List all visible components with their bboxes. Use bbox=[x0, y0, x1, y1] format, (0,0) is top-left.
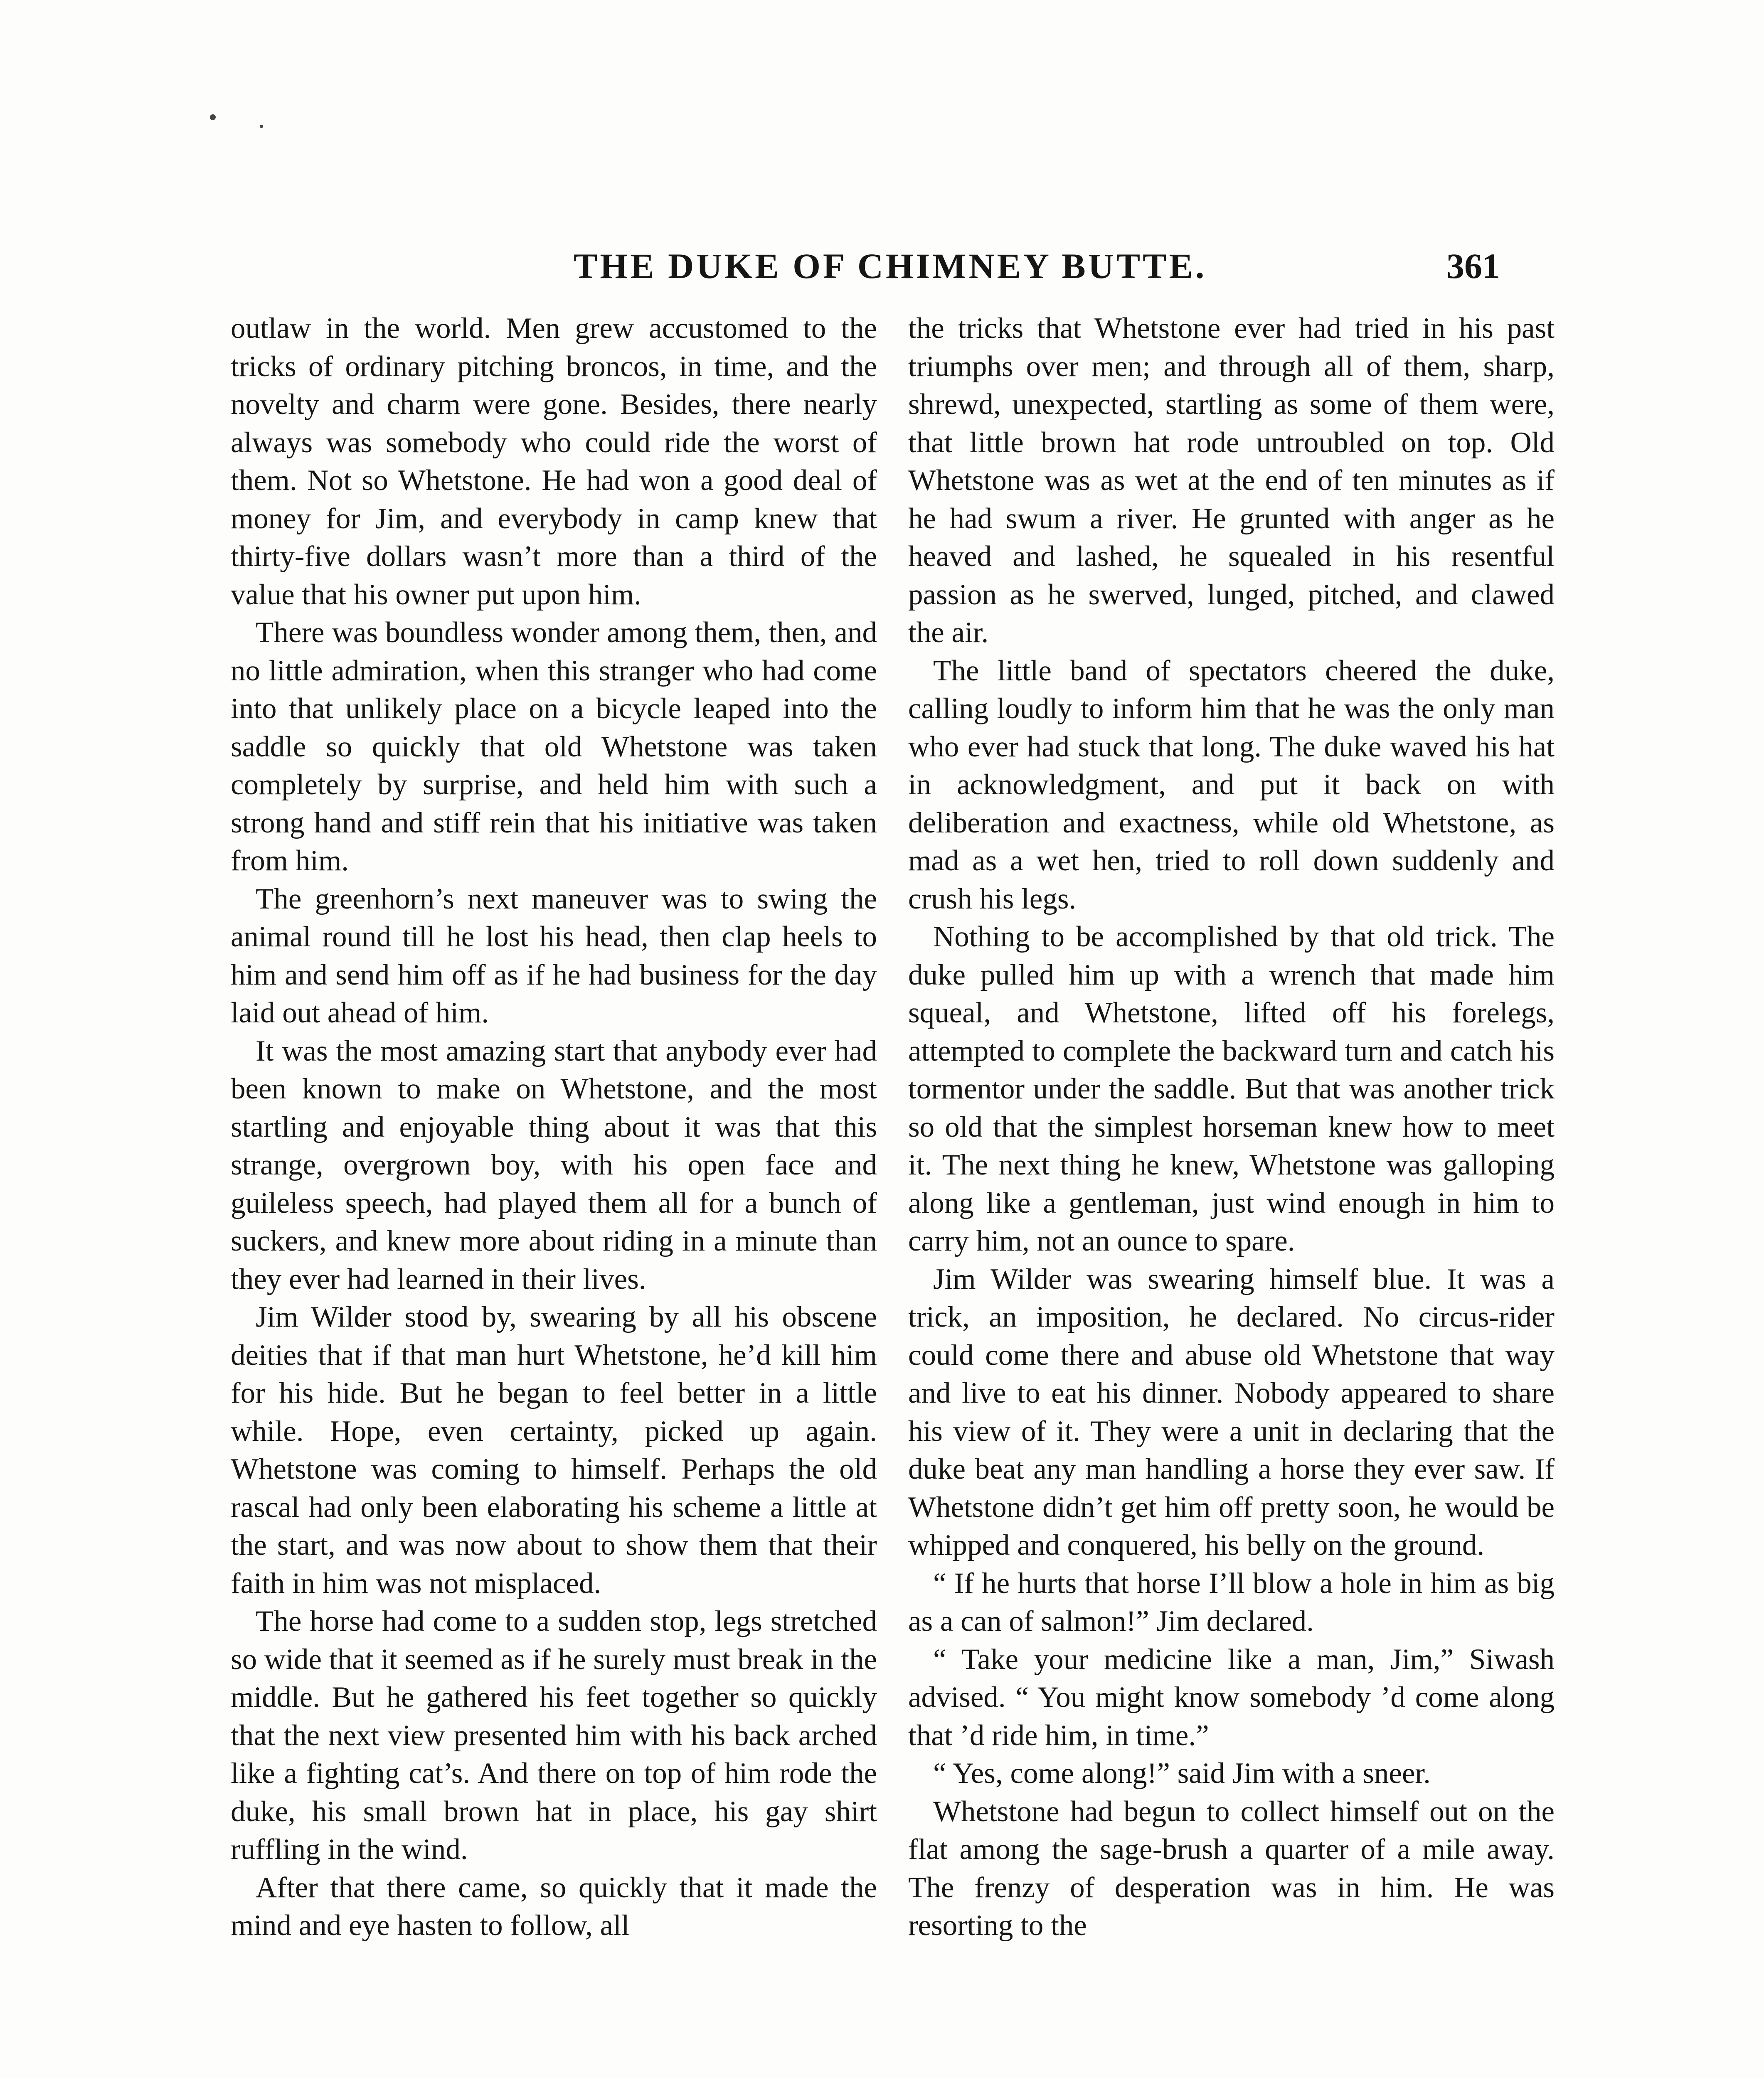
paragraph: There was boundless wonder among them, then, and no little admiration, when this stranger who had come into that unlikely place on a bicycle leaped into the saddle so quickly that old Whetstone was taken completely by surprise, and held him with such a strong hand and stiff rein that his initiative was taken from him. bbox=[231, 616, 877, 877]
paragraph: outlaw in the world. Men grew accustomed to the tricks of ordinary pitching broncos, in time, and the novelty and charm were gone. Besides, there nearly always was somebody who could ride the worst of them. Not so Whetstone. He had won a good deal of money for Jim, and everybody in camp knew that thirty-five dollars wasn’t more than a third of the value that his owner put upon him. bbox=[231, 312, 877, 611]
paragraph: Whetstone had begun to collect himself out on the flat among the sage-brush a quarter of a mile away. The frenzy of desperation was in him. He was resorting to the bbox=[908, 1795, 1555, 1942]
page-number: 361 bbox=[1446, 246, 1500, 286]
paragraph: The greenhorn’s next maneuver was to swing the animal round till he lost his head, then clap heels to him and send him off as if he had business for the day laid out ahead of him. bbox=[231, 882, 877, 1029]
paragraph: the tricks that Whetstone ever had tried in his past triumphs over men; and through all of them, sharp, shrewd, unexpected, startling as some of them were, that little brown hat rode untroubled on top. Old Whetstone was as wet at the end of ten minutes as if he had swum a river. He grunted with anger as he heaved and lashed, he squealed in his resentful passion as he swerved, lunged, pitched, and clawed the air. bbox=[908, 312, 1555, 649]
ink-speck bbox=[210, 114, 216, 120]
ink-speck bbox=[260, 125, 263, 128]
paragraph: “ Yes, come along!” said Jim with a sneer. bbox=[933, 1757, 1431, 1790]
paragraph: “ Take your medicine like a man, Jim,” Siwash advised. “ You might know somebody ’d come along that ’d ride him, in time.” bbox=[908, 1643, 1555, 1752]
right-column bbox=[908, 310, 1555, 1945]
paragraph: Jim Wilder stood by, swearing by all his obscene deities that if that man hurt Whetstone, he’d kill him for his hide. But he began to feel better in a little while. Hope, even certainty, picked up again. Whetstone was coming to himself. Perhaps the old rascal had only been elaborating his scheme a little at the start, and was now about to show them that their faith in him was not misplaced. bbox=[231, 1301, 877, 1600]
paragraph: “ If he hurts that horse I’ll blow a hole in him as big as a can of salmon!” Jim declared. bbox=[908, 1567, 1555, 1637]
paragraph: Nothing to be accomplished by that old trick. The duke pulled him up with a wrench that made him squeal, and Whetstone, lifted off his forelegs, attempted to complete the backward turn and catch his tormentor under the saddle. But that was another trick so old that the simplest horseman knew how to meet it. The next thing he knew, Whetstone was galloping along like a gentleman, just wind enough in him to carry him, not an ounce to spare. bbox=[908, 921, 1555, 1257]
paragraph: It was the most amazing start that anybody ever had been known to make on Whetstone, and the most startling and enjoyable thing about it was that this strange, overgrown boy, with his open face and guileless speech, had played them all for a bunch of suckers, and knew more about riding in a minute than they ever had learned in their lives. bbox=[231, 1034, 877, 1295]
paragraph: After that there came, so quickly that it made the mind and eye hasten to follow, all bbox=[231, 1871, 877, 1942]
paragraph: The horse had come to a sudden stop, legs stretched so wide that it seemed as if he surely must break in the middle. But he gathered his feet together so quickly that the next view presented him with his back arched like a fighting cat’s. And there on top of him rode the duke, his small brown hat in place, his gay shirt ruffling in the wind. bbox=[231, 1605, 877, 1866]
paragraph: The little band of spectators cheered the duke, calling loudly to inform him that he was the only man who ever had stuck that long. The duke waved his hat in acknowledgment, and put it back on with deliberation and exactness, while old Whetstone, as mad as a wet hen, tried to roll down suddenly and crush his legs. bbox=[908, 654, 1555, 915]
running-header: THE DUKE OF CHIMNEY BUTTE. bbox=[574, 246, 1207, 286]
left-column bbox=[231, 310, 877, 1945]
paragraph: Jim Wilder was swearing himself blue. It was a trick, an imposition, he declared. No circus-rider could come there and abuse old Whetstone that way and live to eat his dinner. Nobody appeared to share his view of it. They were a unit in declaring that the duke beat any man handling a horse they ever saw. If Whetstone didn’t get him off pretty soon, he would be whipped and conquered, his belly on the ground. bbox=[908, 1263, 1555, 1561]
